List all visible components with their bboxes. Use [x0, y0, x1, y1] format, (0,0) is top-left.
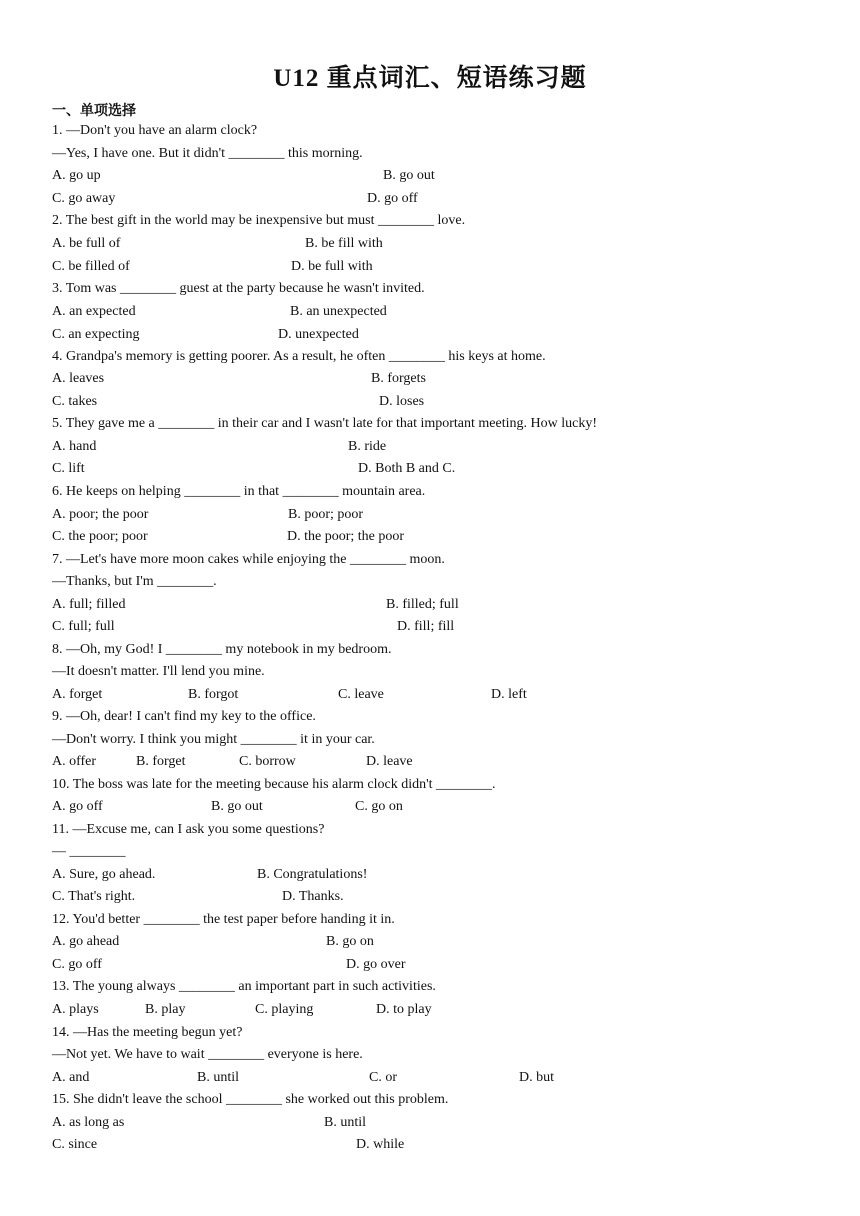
option-d[interactable]: D. go over: [346, 957, 406, 972]
option-b[interactable]: B. go out: [211, 799, 263, 814]
question-2-stem: 2. The best gift in the world may be inexpensive but must ________ love.: [52, 213, 466, 228]
option-b[interactable]: B. forgets: [371, 371, 426, 386]
option-b[interactable]: B. an unexpected: [290, 304, 387, 319]
question-3-stem: 3. Tom was ________ guest at the party because he wasn't invited.: [52, 281, 425, 296]
option-d[interactable]: D. fill; fill: [397, 619, 455, 634]
option-c[interactable]: C. be filled of: [52, 259, 130, 274]
option-d[interactable]: D. unexpected: [278, 327, 359, 342]
option-a[interactable]: A. leaves: [52, 371, 105, 386]
question-15-stem: 15. She didn't leave the school ________ she worked out this problem.: [52, 1092, 449, 1107]
option-d[interactable]: D. to play: [376, 1002, 432, 1017]
option-c[interactable]: C. or: [369, 1070, 397, 1085]
option-c[interactable]: C. full; full: [52, 619, 115, 634]
option-d[interactable]: D. loses: [379, 394, 425, 409]
option-b[interactable]: B. until: [197, 1070, 240, 1085]
option-a[interactable]: A. go up: [52, 168, 101, 183]
option-d[interactable]: D. but: [519, 1070, 554, 1085]
option-a[interactable]: A. poor; the poor: [52, 507, 149, 522]
option-b[interactable]: B. play: [145, 1002, 186, 1017]
option-c[interactable]: C. playing: [255, 1002, 314, 1017]
question-11-reply: — ________: [52, 844, 126, 859]
option-d[interactable]: D. Both B and C.: [358, 461, 456, 476]
option-d[interactable]: D. Thanks.: [282, 889, 344, 904]
option-c[interactable]: C. borrow: [239, 754, 296, 769]
option-a[interactable]: A. and: [52, 1070, 90, 1085]
page-title: U12 重点词汇、短语练习题: [273, 65, 587, 92]
option-a[interactable]: A. offer: [52, 754, 97, 769]
option-b[interactable]: B. go out: [383, 168, 435, 183]
option-b[interactable]: B. poor; poor: [288, 507, 364, 522]
option-b[interactable]: B. forget: [136, 754, 186, 769]
option-a[interactable]: A. go off: [52, 799, 103, 814]
option-d[interactable]: D. left: [491, 687, 527, 702]
option-b[interactable]: B. forgot: [188, 687, 239, 702]
question-11-stem: 11. —Excuse me, can I ask you some questions?: [52, 822, 325, 837]
option-a[interactable]: A. go ahead: [52, 934, 120, 949]
option-b[interactable]: B. until: [324, 1115, 367, 1130]
question-7-reply: —Thanks, but I'm ________.: [52, 574, 217, 589]
question-9-stem: 9. —Oh, dear! I can't find my key to the office.: [52, 709, 316, 724]
option-a[interactable]: A. hand: [52, 439, 97, 454]
option-c[interactable]: C. go on: [355, 799, 403, 814]
option-c[interactable]: C. since: [52, 1137, 98, 1152]
question-7-stem: 7. —Let's have more moon cakes while enjoying the ________ moon.: [52, 552, 445, 567]
option-b[interactable]: B. be fill with: [305, 236, 383, 251]
question-6-stem: 6. He keeps on helping ________ in that ________ mountain area.: [52, 484, 426, 499]
question-8-stem: 8. —Oh, my God! I ________ my notebook in my bedroom.: [52, 642, 392, 657]
question-14-stem: 14. —Has the meeting begun yet?: [52, 1025, 243, 1040]
question-13-stem: 13. The young always ________ an important part in such activities.: [52, 979, 436, 994]
option-a[interactable]: A. as long as: [52, 1115, 125, 1130]
option-c[interactable]: C. an expecting: [52, 327, 140, 342]
option-c[interactable]: C. takes: [52, 394, 98, 409]
question-12-stem: 12. You'd better ________ the test paper before handing it in.: [52, 912, 395, 927]
question-9-reply: —Don't worry. I think you might ________ it in your car.: [52, 732, 375, 747]
option-a[interactable]: A. Sure, go ahead.: [52, 867, 156, 882]
option-c[interactable]: C. That's right.: [52, 889, 136, 904]
question-10-stem: 10. The boss was late for the meeting because his alarm clock didn't ________.: [52, 777, 496, 792]
question-8-reply: —It doesn't matter. I'll lend you mine.: [52, 664, 265, 679]
option-d[interactable]: D. while: [356, 1137, 405, 1152]
option-c[interactable]: C. go away: [52, 191, 116, 206]
option-a[interactable]: A. forget: [52, 687, 103, 702]
option-a[interactable]: A. an expected: [52, 304, 136, 319]
question-5-stem: 5. They gave me a ________ in their car and I wasn't late for that important meeting. How lucky!: [52, 416, 597, 431]
option-a[interactable]: A. full; filled: [52, 597, 126, 612]
question-1-reply: —Yes, I have one. But it didn't ________ this morning.: [52, 146, 363, 161]
option-c[interactable]: C. lift: [52, 461, 85, 476]
option-d[interactable]: D. leave: [366, 754, 413, 769]
option-d[interactable]: D. the poor; the poor: [287, 529, 405, 544]
option-b[interactable]: B. Congratulations!: [257, 867, 368, 882]
option-c[interactable]: C. leave: [338, 687, 384, 702]
option-b[interactable]: B. ride: [348, 439, 387, 454]
option-a[interactable]: A. be full of: [52, 236, 121, 251]
question-4-stem: 4. Grandpa's memory is getting poorer. As a result, he often ________ his keys at home.: [52, 349, 546, 364]
option-d[interactable]: D. go off: [367, 191, 418, 206]
option-b[interactable]: B. filled; full: [386, 597, 459, 612]
option-c[interactable]: C. the poor; poor: [52, 529, 148, 544]
option-b[interactable]: B. go on: [326, 934, 374, 949]
question-1-stem: 1. —Don't you have an alarm clock?: [52, 123, 258, 138]
question-14-reply: —Not yet. We have to wait ________ everyone is here.: [52, 1047, 363, 1062]
section-heading: 一、单项选择: [52, 104, 136, 119]
option-a[interactable]: A. plays: [52, 1002, 99, 1017]
option-d[interactable]: D. be full with: [291, 259, 373, 274]
option-c[interactable]: C. go off: [52, 957, 102, 972]
